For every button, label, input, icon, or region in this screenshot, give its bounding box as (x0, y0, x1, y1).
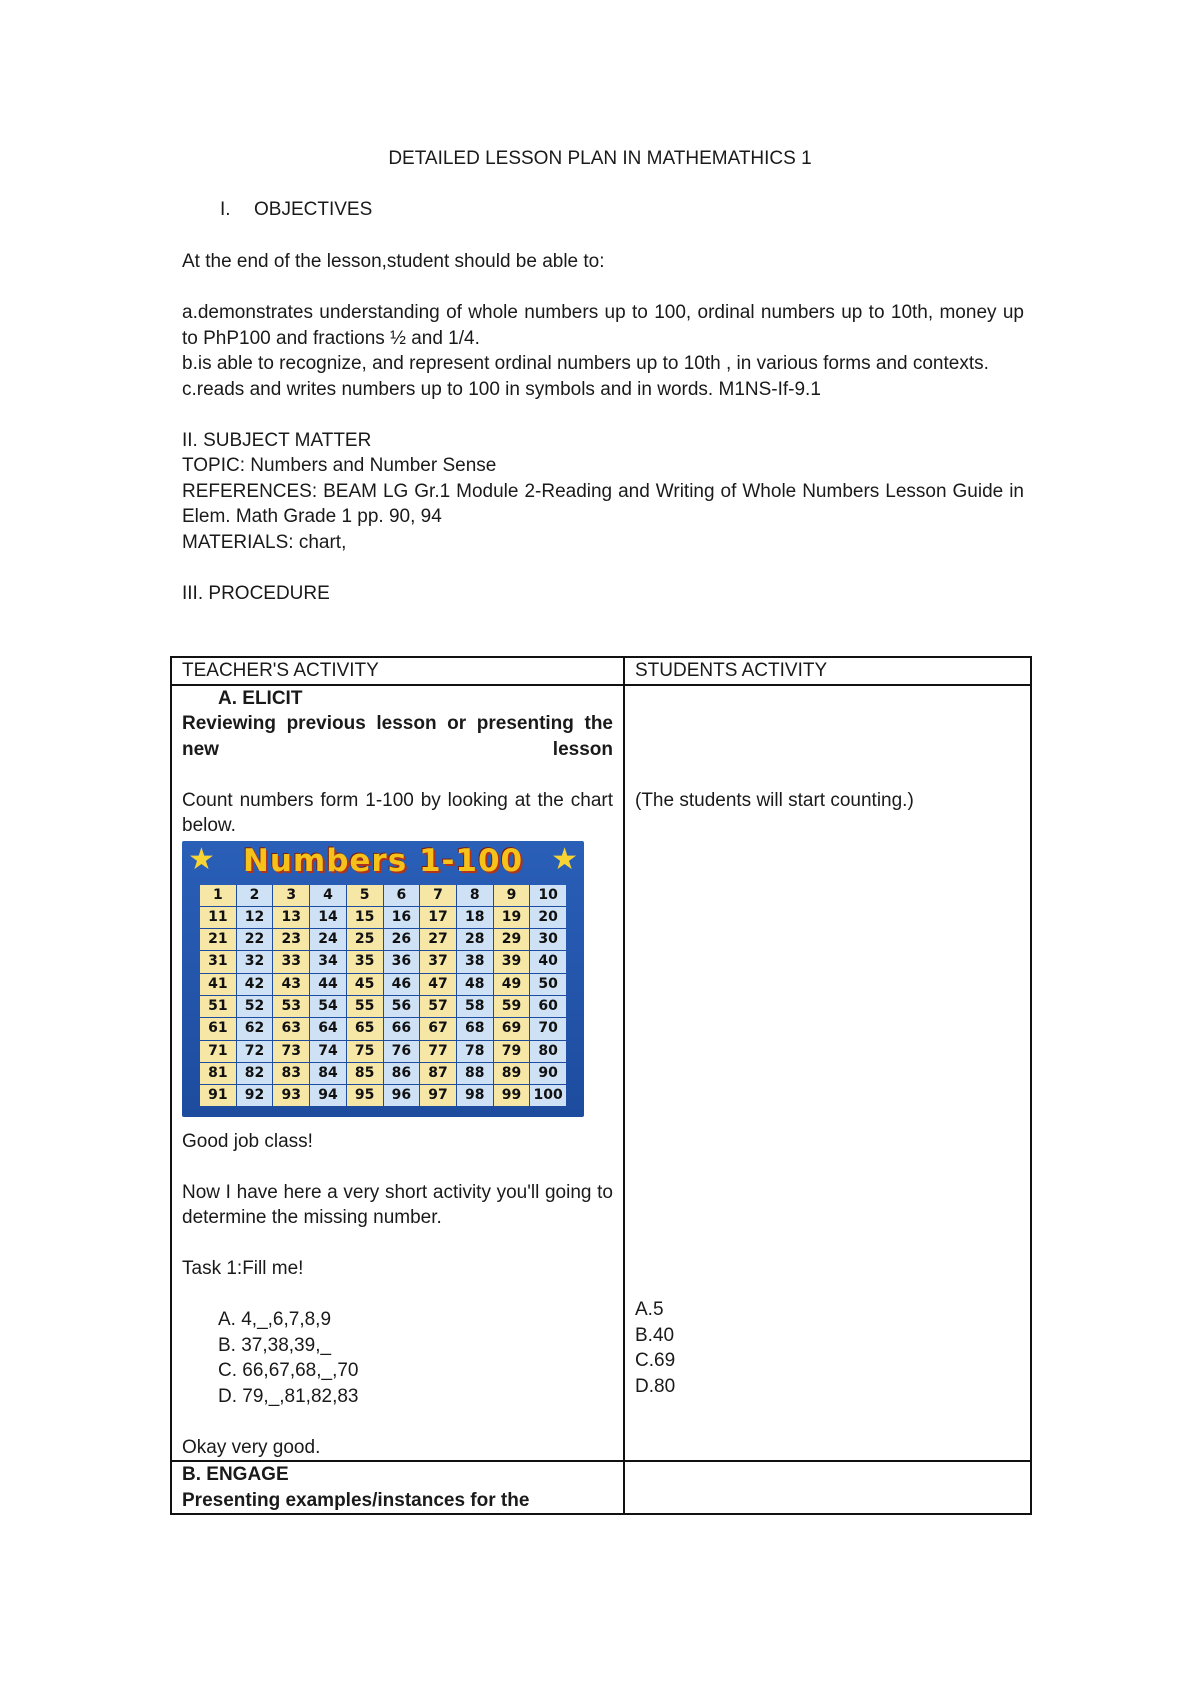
number-cell: 100 (530, 1085, 566, 1106)
number-cell: 28 (457, 929, 493, 950)
number-cell: 31 (200, 951, 236, 972)
number-cell: 64 (310, 1018, 346, 1039)
number-cell: 70 (530, 1018, 566, 1039)
engage-title: B. ENGAGE (182, 1464, 289, 1485)
number-cell: 75 (347, 1041, 383, 1062)
number-cell: 47 (420, 974, 456, 995)
number-cell: 79 (494, 1041, 530, 1062)
number-cell: 61 (200, 1018, 236, 1039)
number-cell: 60 (530, 996, 566, 1017)
elicit-title: A. ELICIT (218, 687, 303, 709)
number-cell: 73 (273, 1041, 309, 1062)
number-cell: 34 (310, 951, 346, 972)
numbers-grid (200, 885, 566, 1107)
number-cell: 80 (530, 1041, 566, 1062)
objective-c: c.reads and writes numbers up to 100 in symbols and in words. M1NS-If-9.1 (182, 378, 821, 400)
number-cell: 98 (457, 1085, 493, 1106)
number-cell: 58 (457, 996, 493, 1017)
elicit-subtitle: Reviewing previous lesson or presenting the new lesson (182, 713, 613, 760)
elicit-instruction: Count numbers form 1-100 by looking at the chart below. (182, 789, 613, 836)
student-response: (The students will start counting.) (635, 789, 914, 811)
table-header-row (171, 657, 1031, 685)
number-cell: 9 (494, 885, 530, 906)
number-cell: 86 (384, 1063, 420, 1084)
number-cell: 2 (237, 885, 273, 906)
closing-text: Okay very good. (182, 1436, 321, 1458)
number-cell: 63 (273, 1018, 309, 1039)
number-cell: 67 (420, 1018, 456, 1039)
teacher-column-header: TEACHER'S ACTIVITY (171, 657, 624, 685)
number-cell: 5 (347, 885, 383, 906)
number-cell: 8 (457, 885, 493, 906)
number-cell: 15 (347, 907, 383, 928)
numbers-chart-image (182, 841, 584, 1117)
number-cell: 97 (420, 1085, 456, 1106)
number-cell: 51 (200, 996, 236, 1017)
students-column-header: STUDENTS ACTIVITY (624, 657, 1031, 685)
number-cell: 46 (384, 974, 420, 995)
number-cell: 14 (310, 907, 346, 928)
number-cell: 96 (384, 1085, 420, 1106)
number-cell: 36 (384, 951, 420, 972)
number-cell: 45 (347, 974, 383, 995)
number-cell: 89 (494, 1063, 530, 1084)
objective-b: b.is able to recognize, and represent ordinal numbers up to 10th , in various forms and contexts. (182, 353, 989, 374)
number-cell: 57 (420, 996, 456, 1017)
number-cell: 66 (384, 1018, 420, 1039)
number-cell: 69 (494, 1018, 530, 1039)
answer-item: C.69 (635, 1350, 676, 1371)
numbers-chart-title: Numbers 1-100 (242, 842, 524, 879)
number-cell: 77 (420, 1041, 456, 1062)
number-cell: 82 (237, 1063, 273, 1084)
number-cell: 37 (420, 951, 456, 972)
elicit-students-cell (624, 685, 1031, 1462)
number-cell: 74 (310, 1041, 346, 1062)
number-cell: 54 (310, 996, 346, 1017)
number-cell: 19 (494, 907, 530, 928)
number-cell: 53 (273, 996, 309, 1017)
answer-item: D.80 (635, 1375, 676, 1397)
number-cell: 83 (273, 1063, 309, 1084)
number-cell: 26 (384, 929, 420, 950)
number-cell: 91 (200, 1085, 236, 1106)
answer-item: B.40 (635, 1324, 675, 1346)
subject-materials: MATERIALS: chart, (182, 531, 347, 553)
procedure-table (170, 656, 1032, 1515)
number-cell: 23 (273, 929, 309, 950)
number-cell: 93 (273, 1085, 309, 1106)
number-cell: 85 (347, 1063, 383, 1084)
elicit-teacher-cell (171, 685, 624, 1462)
number-cell: 38 (457, 951, 493, 972)
number-cell: 59 (494, 996, 530, 1017)
objectives-heading-text: OBJECTIVES (254, 199, 373, 220)
number-cell: 81 (200, 1063, 236, 1084)
number-cell: 87 (420, 1063, 456, 1084)
number-cell: 95 (347, 1085, 383, 1106)
activity-intro: Now I have here a very short activity you'll going to determine the missing number. (182, 1181, 613, 1228)
number-cell: 13 (273, 907, 309, 928)
number-cell: 21 (200, 929, 236, 950)
number-cell: 94 (310, 1085, 346, 1106)
subject-topic: TOPIC: Numbers and Number Sense (182, 455, 497, 476)
number-cell: 43 (273, 974, 309, 995)
number-cell: 20 (530, 907, 566, 928)
number-cell: 22 (237, 929, 273, 950)
number-cell: 24 (310, 929, 346, 950)
number-cell: 4 (310, 885, 346, 906)
objectives-number: I. (220, 199, 231, 220)
number-cell: 3 (273, 885, 309, 906)
engage-students-cell (624, 1461, 1031, 1514)
task-item: B. 37,38,39,_ (218, 1334, 332, 1356)
document-title: DETAILED LESSON PLAN IN MATHEMATHICS 1 (388, 148, 812, 169)
objective-a: a.demonstrates understanding of whole numbers up to 100, ordinal numbers up to 10th, money up to PhP100 and fractions ½ and 1/4. (182, 302, 1024, 349)
praise-text: Good job class! (182, 1130, 313, 1152)
number-cell: 92 (237, 1085, 273, 1106)
objectives-section (182, 249, 1024, 606)
number-cell: 68 (457, 1018, 493, 1039)
star-icon: ★ (188, 842, 215, 876)
number-cell: 48 (457, 974, 493, 995)
number-cell: 6 (384, 885, 420, 906)
number-cell: 32 (237, 951, 273, 972)
number-cell: 52 (237, 996, 273, 1017)
task-list (182, 1307, 613, 1409)
number-cell: 72 (237, 1041, 273, 1062)
task-item: A. 4,_,6,7,8,9 (218, 1309, 332, 1330)
number-cell: 35 (347, 951, 383, 972)
objectives-heading (220, 197, 372, 223)
number-cell: 42 (237, 974, 273, 995)
number-cell: 16 (384, 907, 420, 928)
engage-teacher-cell (171, 1461, 624, 1514)
number-cell: 49 (494, 974, 530, 995)
number-cell: 44 (310, 974, 346, 995)
number-cell: 39 (494, 951, 530, 972)
number-cell: 33 (273, 951, 309, 972)
objectives-intro: At the end of the lesson,student should be able to: (182, 251, 605, 272)
number-cell: 1 (200, 885, 236, 906)
number-cell: 25 (347, 929, 383, 950)
number-cell: 90 (530, 1063, 566, 1084)
number-cell: 40 (530, 951, 566, 972)
number-cell: 88 (457, 1063, 493, 1084)
number-cell: 76 (384, 1041, 420, 1062)
number-cell: 27 (420, 929, 456, 950)
number-cell: 10 (530, 885, 566, 906)
number-cell: 7 (420, 885, 456, 906)
task-item: C. 66,67,68,_,70 (218, 1360, 359, 1381)
number-cell: 17 (420, 907, 456, 928)
number-cell: 99 (494, 1085, 530, 1106)
star-icon: ★ (551, 842, 578, 876)
number-cell: 78 (457, 1041, 493, 1062)
engage-row (171, 1461, 1031, 1514)
number-cell: 29 (494, 929, 530, 950)
elicit-row (171, 685, 1031, 1462)
number-cell: 71 (200, 1041, 236, 1062)
number-cell: 50 (530, 974, 566, 995)
number-cell: 30 (530, 929, 566, 950)
number-cell: 62 (237, 1018, 273, 1039)
number-cell: 55 (347, 996, 383, 1017)
subject-references: REFERENCES: BEAM LG Gr.1 Module 2-Reading and Writing of Whole Numbers Lesson Guide in Elem. Math Grade 1 pp. 90, 94 (182, 480, 1024, 527)
number-cell: 11 (200, 907, 236, 928)
number-cell: 56 (384, 996, 420, 1017)
engage-subtitle: Presenting examples/instances for the (182, 1489, 530, 1511)
number-cell: 84 (310, 1063, 346, 1084)
procedure-heading: III. PROCEDURE (182, 582, 330, 604)
number-cell: 65 (347, 1018, 383, 1039)
number-cell: 41 (200, 974, 236, 995)
number-cell: 18 (457, 907, 493, 928)
task-title: Task 1:Fill me! (182, 1258, 304, 1279)
subject-matter-heading: II. SUBJECT MATTER (182, 429, 372, 451)
task-item: D. 79,_,81,82,83 (218, 1385, 359, 1407)
answer-item: A.5 (635, 1299, 664, 1320)
number-cell: 12 (237, 907, 273, 928)
